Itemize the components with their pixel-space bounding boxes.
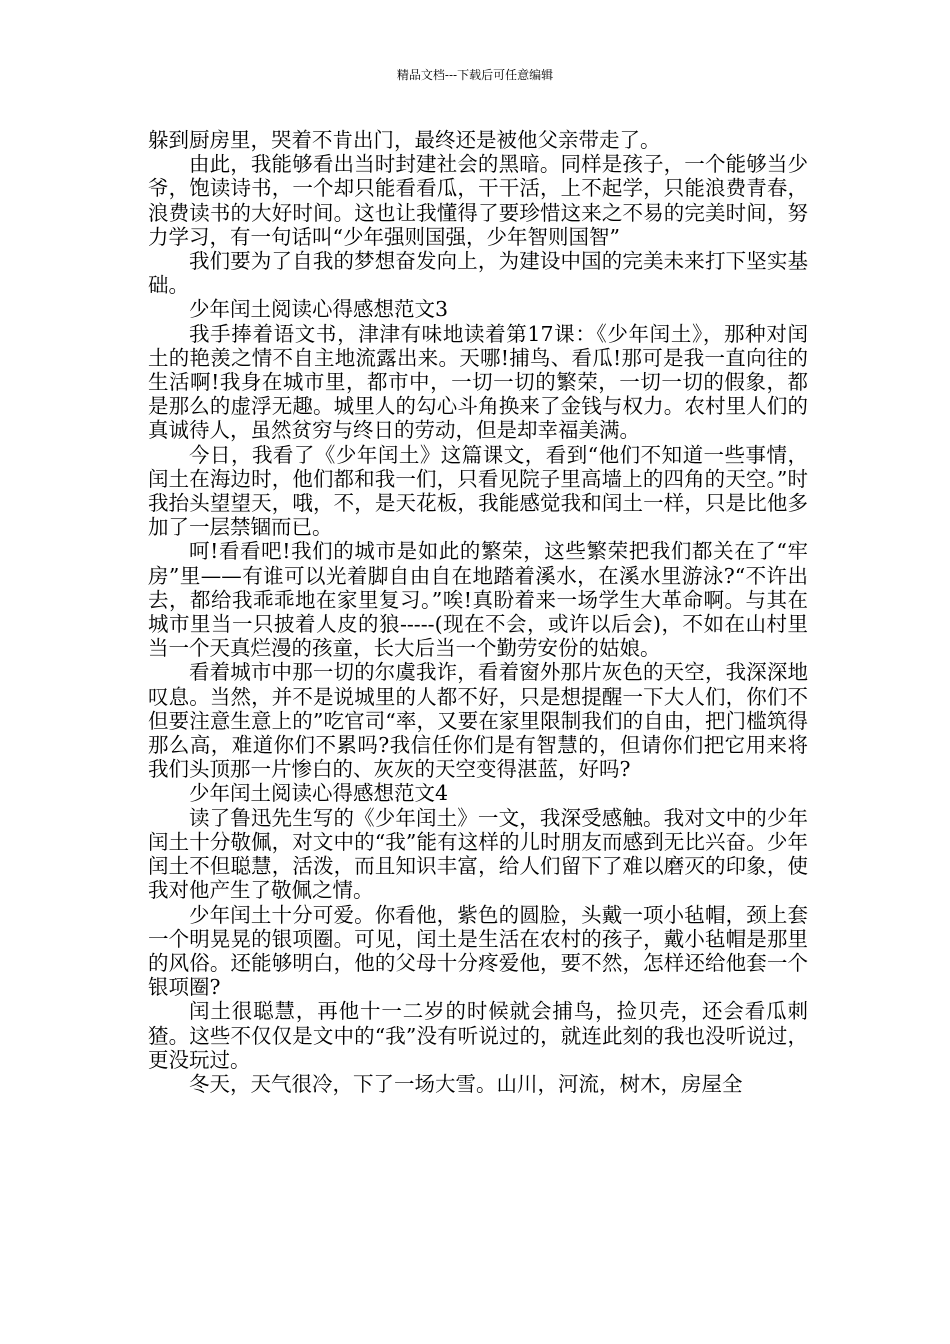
- section-heading: 少年闰土阅读心得感想范文4: [189, 781, 449, 806]
- page-header: 精品文档---下载后可任意编辑: [396, 68, 554, 82]
- paragraph: 我们要为了自我的梦想奋发向上，为建设中国的完美未来打下坚实基础。: [148, 249, 808, 298]
- paragraph: 今日，我看了《少年闰土》这篇课文，看到“他们不知道一些事情，闰土在海边时，他们都和我一们，只看见院子里高墙上的四角的天空。”时我抬头望望天，哦，不，是天花板，我能感觉我和闰土一样，只是比他多加了一层禁锢而已。: [148, 442, 808, 540]
- paragraph: 看着城市中那一切的尔虞我诈，看着窗外那片灰色的天空，我深深地叹息。当然，并不是说城里的人都不好，只是想提醒一下大人们，你们不但要注意生意上的”吃官司“率，又要在家里限制我们的自由，把门槛筑得那么高，难道你们不累吗?我信任你们是有智慧的，但请你们把它用来将我们头顶那一片惨白的、灰灰的天空变得湛蓝，好吗?: [148, 660, 808, 782]
- document-body: [148, 128, 808, 1096]
- paragraph-continuation: 躲到厨房里，哭着不肯出门，最终还是被他父亲带走了。: [148, 128, 661, 152]
- paragraph: 读了鲁迅先生写的《少年闰土》一文，我深受感触。我对文中的少年闰土十分敬佩，对文中的“我”能有这样的儿时朋友而感到无比兴奋。少年闰土不但聪慧，活泼，而且知识丰富，给人们留下了难以磨灭的印象，使我对他产生了敬佩之情。: [148, 805, 808, 903]
- paragraph: 少年闰土十分可爱。你看他，紫色的圆脸，头戴一项小毡帽，颈上套一个明晃晃的银项圈。可见，闰土是生活在农村的孩子，戴小毡帽是那里的风俗。还能够明白，他的父母十分疼爱他，要不然，怎样还给他套一个银项圈?: [148, 902, 808, 1000]
- paragraph: 呵!看看吧!我们的城市是如此的繁荣，这些繁荣把我们都关在了“牢房”里——有谁可以光着脚自由自在地踏着溪水，在溪水里游泳?“不许出去，都给我乖乖地在家里复习。”唉!真盼着来一场学生大革命啊。与其在城市里当一只披着人皮的狼-----(现在不会，或许以后会)，不如在山村里当一个天真烂漫的孩童，长大后当一个勤劳安份的姑娘。: [148, 539, 808, 661]
- paragraph: 我手捧着语文书，津津有味地读着第17课：《少年闰土》，那种对闰土的艳羡之情不自主地流露出来。天哪!捕鸟、看瓜!那可是我一直向往的生活啊!我身在城市里，都市中，一切一切的繁荣，一切一切的假象，都是那么的虚浮无趣。城里人的勾心斗角换来了金钱与权力。农村里人们的真诚待人，虽然贫穷与终日的劳动，但是却幸福美满。: [148, 321, 808, 443]
- paragraph: 闰土很聪慧，再他十一二岁的时候就会捕鸟，捡贝壳，还会看瓜刺猹。这些不仅仅是文中的“我”没有听说过的，就连此刻的我也没听说过，更没玩过。: [148, 999, 808, 1072]
- section-heading: 少年闰土阅读心得感想范文3: [189, 297, 449, 322]
- paragraph: 冬天，天气很冷，下了一场大雪。山川，河流，树木，房屋全: [189, 1071, 743, 1096]
- paragraph: 由此，我能够看出当时封建社会的黑暗。同样是孩子，一个能够当少爷，饱读诗书，一个却只能看看瓜，干干活，上不起学，只能浪费青春，浪费读书的大好时间。这也让我懂得了要珍惜这来之不易的完美时间，努力学习，有一句话叫“少年强则国强，少年智则国智”: [148, 152, 808, 249]
